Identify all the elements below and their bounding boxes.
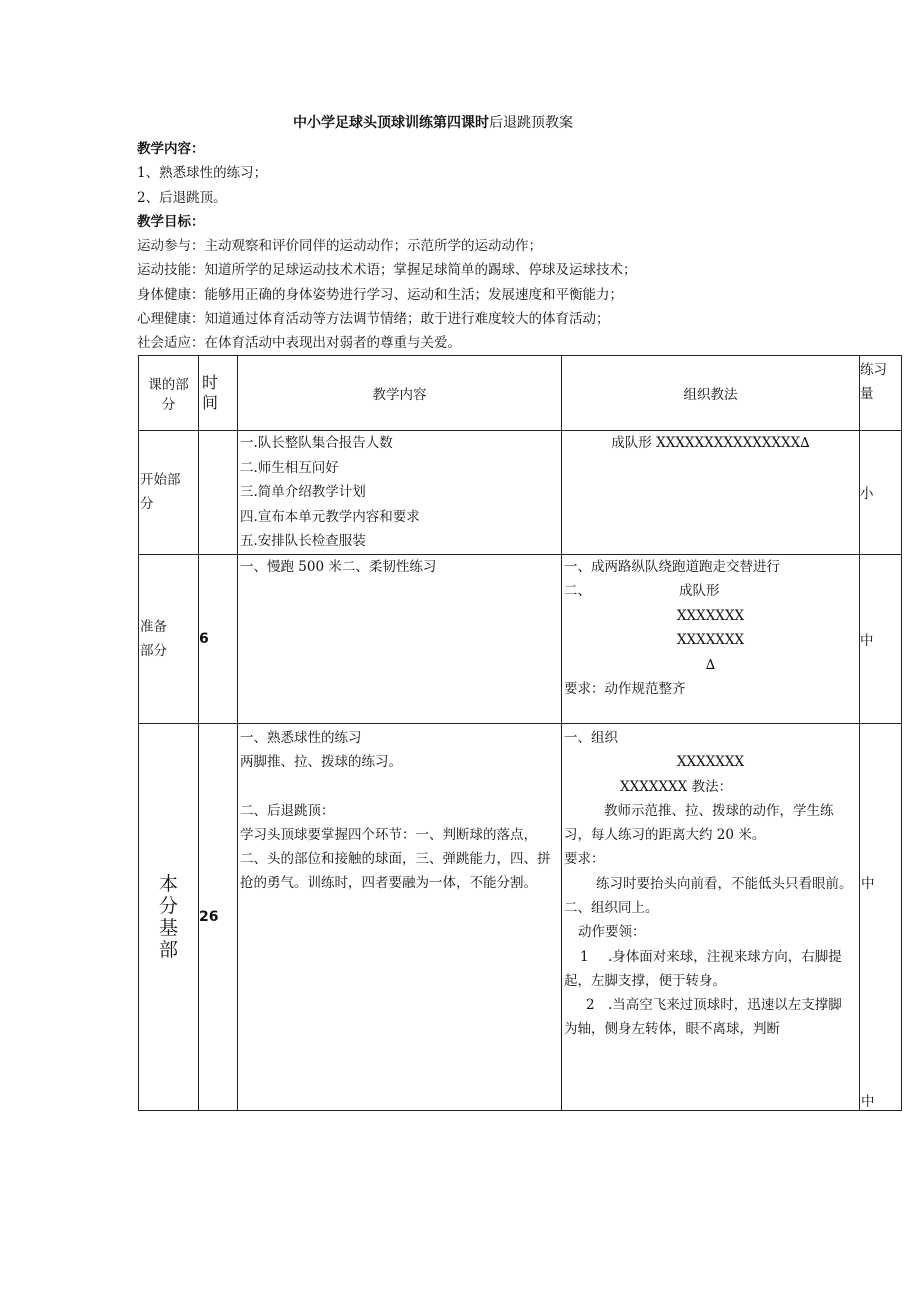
header-part [139,356,199,431]
prep-requirement: 要求：动作规范整齐 [564,681,686,697]
goal-item: 运动技能：知道所学的足球运动技术术语；掌握足球简单的踢球、停球及运球技术； [137,262,637,279]
start-content-item: 二.师生相互问好 [240,459,339,476]
document-title [0,113,866,133]
main-method-step [564,945,857,993]
title-rest-part: 后退跳顶教案 [489,115,573,131]
goals-heading: 教学目标： [137,213,205,230]
start-amount: 小 [860,431,902,555]
header-time-line1: 时 [202,373,219,392]
start-content [238,431,562,555]
lesson-table [138,355,902,1111]
start-content-item: 一.队长整队集合报告人数 [240,435,393,451]
header-amount-line2: 量 [860,386,874,402]
start-formation: 成队形 XXXXXXXXXXXXXXX∆ [611,435,810,451]
start-part-line2: 分 [140,496,154,513]
prep-method-formation: 成队形 [679,583,720,599]
step-text: .当高空飞来过顶球时，迅速以左支撑脚为轴，侧身左转体，眼不离球，判断 [564,996,842,1037]
table-header-row [139,356,902,431]
main-part-char: 分 [158,894,178,917]
start-method [562,431,860,555]
prep-part-line1: 准备 [140,618,167,635]
main-amount-1: 中 [861,875,875,892]
main-formation-row: XXXXXXX [676,754,745,770]
header-amount-line1: 练习 [860,362,887,378]
main-part-char: 部 [158,938,178,961]
title-bold-part: 中小学足球头顶球训练第四课时 [293,115,489,131]
table-row [139,723,902,1110]
prep-part-label [139,554,199,723]
main-content-line: 两脚推、拉、拨球的练习。 [240,754,402,770]
prep-method-prefix: 二、 [564,583,591,599]
main-method [562,723,860,1110]
header-amount [860,356,902,431]
main-method-step [564,993,857,1041]
main-part-char: 基 [158,916,178,939]
step-number: 2 [586,996,595,1013]
main-method-line: 二、组织同上。 [564,899,659,916]
table-row [139,554,902,723]
main-method-line: 要求： [564,851,605,867]
table-row [139,431,902,555]
content-item: 2、后退跳顶。 [137,189,227,206]
goal-item: 运动参与：主动观察和评价同伴的运动动作；示范所学的运动动作； [137,238,542,255]
main-part-char: 本 [158,872,178,895]
header-method: 组织教法 [562,356,860,431]
main-method-line: 动作要领： [578,924,646,940]
main-method-paragraph: 教师示范推、拉、拨球的动作，学生练习，每人练习的距离大约 20 米。 [564,803,834,843]
header-content: 教学内容 [238,356,562,431]
goal-item: 心理健康：知道通过体育活动等方法调节情绪；敢于进行难度较大的体育活动； [137,311,610,328]
main-amount [860,723,902,1110]
content-heading: 教学内容： [137,141,205,157]
prep-part-line2: 部分 [140,642,167,659]
prep-content-text: 一、慢跑 500 米二、柔韧性练习 [240,558,437,575]
main-content-line: 二、后退跳顶： [240,802,335,819]
main-part-label [139,723,199,1110]
start-part-line1: 开始部 [140,472,181,489]
main-content-paragraph: 学习头顶球要掌握四个环节：一、判断球的落点，二、头的部位和接触的球面，三、弹跳能力，四、拼抢的勇气。训练时，四者要融为一体，不能分割。 [240,827,551,891]
prep-method-line [564,579,857,604]
start-part-label [139,431,199,555]
prep-teacher-marker: ∆ [705,656,716,673]
start-content-item: 四.宣布本单元教学内容和要求 [240,508,420,525]
intro-section [137,137,877,356]
start-content-item: 三.简单介绍教学计划 [240,484,366,500]
main-content-line: 一、熟悉球性的练习 [240,729,362,746]
header-time-line2: 间 [202,393,219,412]
main-content [238,723,562,1110]
prep-formation-row: XXXXXXX [676,632,745,648]
goal-item: 社会适应：在体育活动中表现出对弱者的尊重与关爱。 [137,335,461,352]
header-time [199,356,238,431]
header-part-line1: 课的部 [148,377,189,393]
step-number: 1 [580,948,589,965]
prep-content [238,554,562,723]
main-method-paragraph: 练习时要抬头向前看，不能低头只看眼前。 [596,875,853,892]
main-method-line: 一、组织 [564,729,618,746]
main-time: 26 [199,723,238,1110]
start-time [199,431,238,555]
start-content-item: 五.安排队长检查服装 [240,533,366,549]
prep-time: 6 [199,554,238,723]
step-text: .身体面对来球，注视来球方向，右脚提起，左脚支撑，便于转身。 [564,948,842,989]
goal-item: 身体健康：能够用正确的身体姿势进行学习、运动和生活；发展速度和平衡能力； [137,286,623,303]
header-part-line2: 分 [161,397,176,413]
main-formation-row: XXXXXXX 教法： [620,778,733,795]
content-item: 1、熟悉球性的练习； [137,165,268,182]
prep-formation-row: XXXXXXX [676,607,745,624]
prep-method [562,554,860,723]
prep-method-line: 一、成两路纵队绕跑道跑走交替进行 [564,558,780,575]
prep-amount: 中 [860,554,902,723]
main-amount-2: 中 [861,1093,875,1110]
